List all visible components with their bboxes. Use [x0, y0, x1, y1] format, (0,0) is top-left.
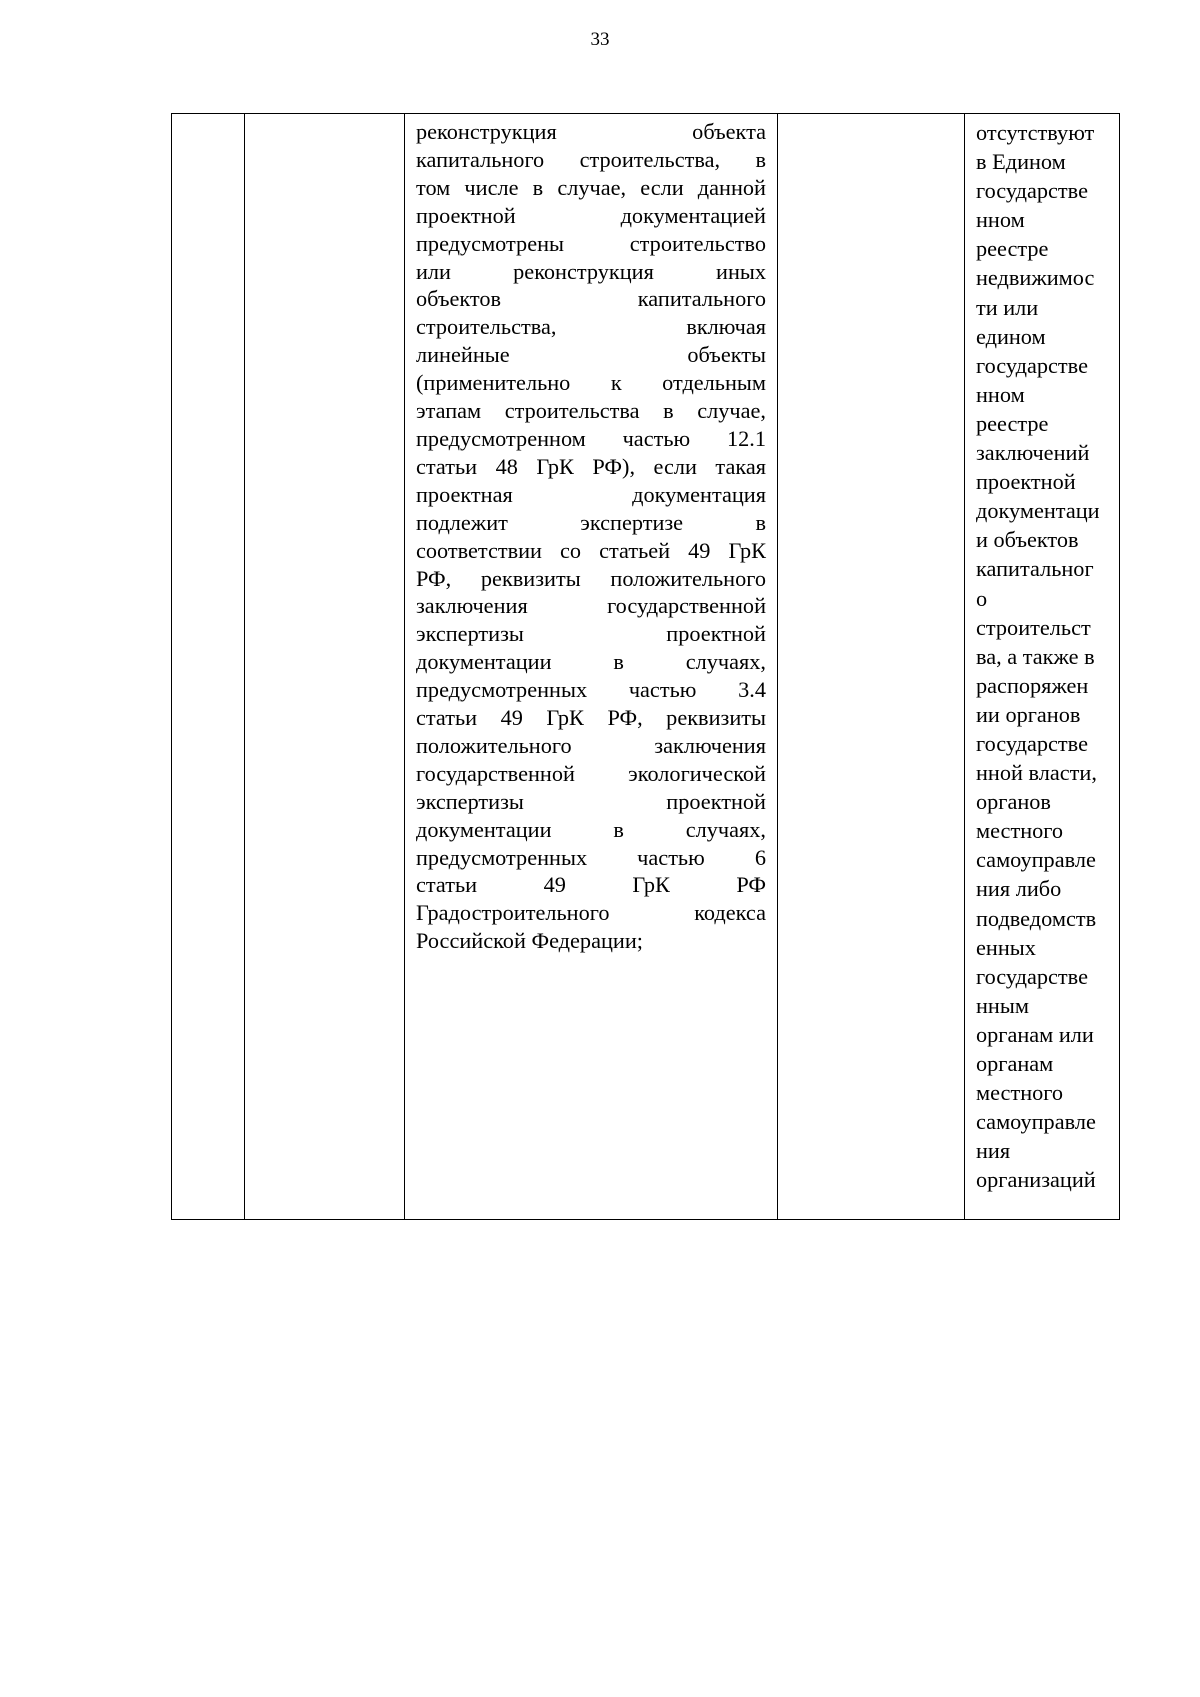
text-line: органов: [976, 789, 1051, 815]
text-line: статьи 48 ГрК РФ), если такая: [416, 453, 766, 479]
text-line: документаци: [976, 498, 1100, 524]
text-line: нном: [976, 207, 1025, 233]
text-line: экспертизы проектной: [416, 788, 766, 814]
text-line: реестре: [976, 236, 1049, 262]
text-line: статьи 49 ГрК РФ, реквизиты: [416, 705, 766, 731]
text-line: соответствии со статьей 49 ГрК: [416, 537, 766, 563]
text-line: местного: [976, 818, 1064, 844]
text-line: Российской Федерации;: [416, 928, 643, 954]
cell-name: [245, 114, 405, 1220]
text-line: статьи 49 ГрК РФ: [416, 872, 766, 898]
text-line: органам или: [976, 1021, 1094, 1047]
text-line: этапам строительства в случае,: [416, 398, 766, 424]
text-line: объектов капитального: [416, 286, 766, 312]
text-line: ии органов: [976, 701, 1081, 727]
text-line: экспертизы проектной: [416, 621, 766, 647]
text-line: линейные объекты: [416, 342, 766, 368]
text-line: строительст: [976, 614, 1091, 640]
text-line: капитальног: [976, 556, 1094, 582]
table-row: [172, 114, 1120, 1220]
text-line: едином: [976, 323, 1046, 349]
cell-note: [965, 114, 1120, 1220]
text-line: о: [976, 585, 988, 611]
text-line: предусмотренном частью 12.1: [416, 425, 766, 451]
text-line: Градостроительного кодекса: [416, 900, 766, 926]
text-line: ния либо: [976, 876, 1062, 902]
text-line: енных: [976, 934, 1036, 960]
cell-number: [172, 114, 245, 1220]
text-line: ва, а также в: [976, 643, 1095, 669]
note-text: [965, 114, 1119, 1194]
text-line: нным: [976, 992, 1029, 1018]
cell-description: [405, 114, 778, 1220]
text-line: нной власти,: [976, 760, 1097, 786]
description-text: [405, 114, 777, 955]
text-line: нном: [976, 381, 1025, 407]
text-line: органам: [976, 1051, 1054, 1076]
text-line: недвижимос: [976, 265, 1095, 291]
text-line: проектной документацией: [416, 202, 766, 228]
text-line: организаций: [976, 1167, 1096, 1193]
text-line: самоуправле: [976, 847, 1096, 873]
text-line: отсутствуют: [976, 120, 1095, 145]
text-line: проектной: [976, 469, 1076, 495]
text-line: (применительно к отдельным: [416, 370, 766, 396]
text-line: распоряжен: [976, 672, 1089, 698]
text-line: или реконструкция иных: [416, 258, 766, 284]
text-line: государстве: [976, 352, 1088, 378]
text-line: в Едином: [976, 149, 1066, 175]
text-line: положительного заключения: [416, 732, 766, 758]
text-line: капитального строительства, в: [416, 146, 766, 172]
text-line: местного: [976, 1080, 1064, 1106]
text-line: реестре: [976, 410, 1049, 436]
text-line: документации в случаях,: [416, 816, 766, 842]
text-line: предусмотренных частью 6: [416, 844, 766, 870]
text-line: ния: [976, 1138, 1011, 1164]
cell-empty: [778, 114, 965, 1220]
document-table: [171, 113, 1120, 1220]
text-line: государстве: [976, 963, 1088, 989]
text-line: ти или: [976, 294, 1039, 320]
text-line: государстве: [976, 730, 1088, 756]
text-line: документации в случаях,: [416, 649, 766, 675]
text-line: подведомств: [976, 905, 1097, 931]
text-line: подлежит экспертизе в: [416, 509, 766, 535]
page-number: 33: [590, 29, 610, 50]
text-line: предусмотренных частью 3.4: [416, 677, 766, 703]
text-line: РФ, реквизиты положительного: [416, 565, 766, 591]
text-line: заключения государственной: [416, 593, 766, 619]
text-line: проектная документация: [416, 481, 766, 507]
text-line: заключений: [976, 440, 1090, 466]
text-line: предусмотрены строительство: [416, 230, 766, 256]
text-line: строительства, включая: [416, 314, 766, 340]
text-line: и объектов: [976, 527, 1079, 553]
text-line: государстве: [976, 178, 1088, 204]
text-line: государственной экологической: [416, 760, 766, 786]
text-line: самоуправле: [976, 1109, 1096, 1135]
text-line: реконструкция объекта: [416, 119, 766, 144]
text-line: том числе в случае, если данной: [416, 174, 766, 200]
